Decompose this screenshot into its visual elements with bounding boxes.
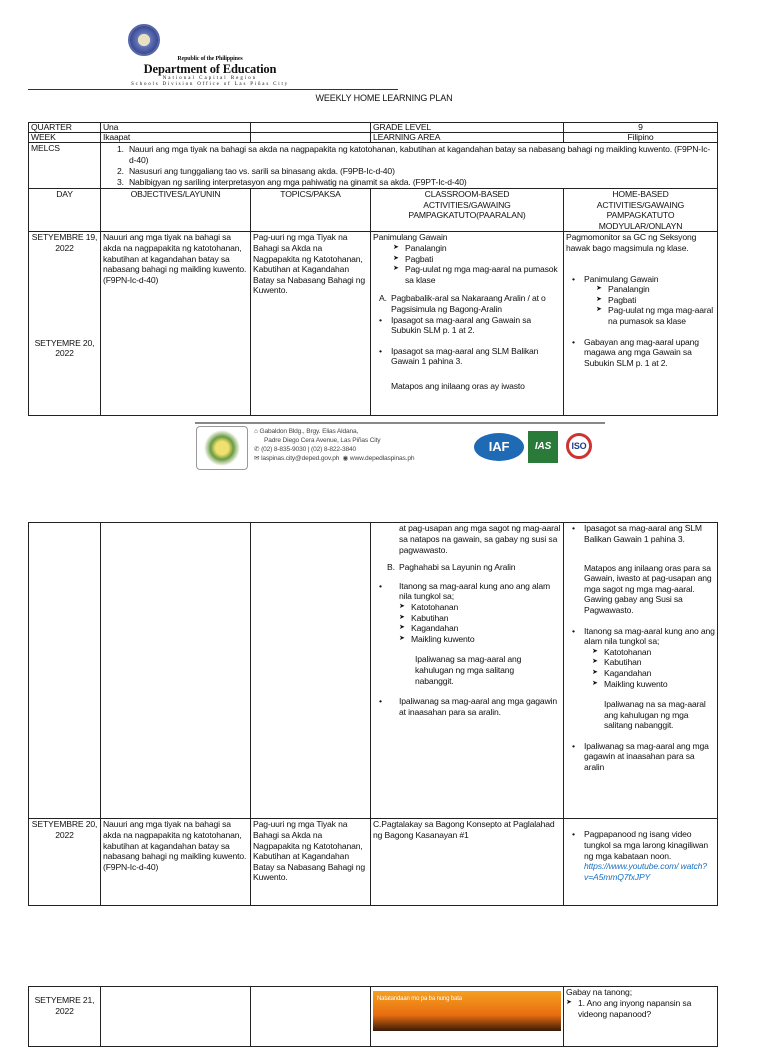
col-objectives: OBJECTIVES/LAYUNIN [101, 189, 251, 232]
division-text: Schools Division Office of Las Piñas City [131, 82, 289, 87]
list-item: • Ipaliwanag sa mag-aaral ang mga gagawin at inaasahan para sa aralin [566, 741, 715, 773]
list-item: • Panimulang Gawain [566, 274, 715, 285]
list-item: • Itanong sa mag-aaral kung ano ang alam nila tungkol sa; [373, 581, 561, 602]
list-item: • Ipasagot sa mag-aaral ang SLM Balikan Gawain 1 pahina 3. [373, 346, 561, 367]
melc-item: 1. Nauuri ang mga tiyak na bahagi sa akda na nagpapakita ng katotohanan, kabutihan at kagandahan batay sa nabasang bahagi ng maikling kuwento. (F9PN-Ic-d-40) [117, 144, 711, 165]
home-text: Matapos ang inilaang oras para sa Gawain, iwasto at pag-usapan ang mga sagot ng mga mag-aaral. Gawing gabay ang Susi sa Pagwawasto. [584, 562, 712, 615]
melc-item: 3. Nabibigyan ng sariling interpretasyon ang mga pahiwatig na ginamit sa akda. (F9PT-Ic-d-40) [117, 177, 467, 187]
home-text: Gabay na tanong; [566, 987, 632, 998]
address-line: Padre Diego Cera Avenue, Las Piñas City [264, 437, 381, 445]
list-item: ➤ Pag-uulat ng mga mag-aaral na pumasok sa klase [393, 264, 561, 285]
division-logo [196, 426, 248, 470]
iaf-logo: IAF [474, 433, 524, 461]
melcs-label: MELCS [29, 143, 101, 189]
footer-bar [195, 422, 605, 470]
class-text: at pag-usapan ang mga sagot ng mag-aaral sa natapos na gawain, sa gabay ng susi sa pagwawasto. [399, 523, 561, 555]
list-item: ➤ Maikling kuwento [399, 634, 561, 645]
republic-text: Republic of the Philippines [177, 56, 243, 62]
section-a: Pagbabalik-aral sa Nakaraang Aralin / at o Pagsisimula ng Bagong-Aralin [391, 293, 546, 314]
website-link[interactable]: www.depedlaspinas.ph [349, 455, 415, 463]
list-item: ➤ Kagandahan [399, 623, 561, 634]
list-item: ➤ Panalangin [393, 243, 561, 254]
home-text: Pagmomonitor sa GC ng Seksyong hawak bago magsimula ng klase. [566, 232, 697, 253]
section-b: Paghahabi sa Layunin ng Aralin [399, 562, 516, 573]
list-item: ➤ Katotohanan [592, 647, 715, 658]
ias-logo: IAS [528, 431, 558, 463]
col-topics: TOPICS/PAKSA [251, 189, 371, 232]
list-item: • Ipasagot sa mag-aaral ang SLM Balikan Gawain 1 pahina 3. [566, 523, 715, 544]
day-date: SETYEMBRE 20, 2022 [29, 819, 101, 906]
region-text: National Capital Region [162, 76, 258, 81]
video-link[interactable]: https://www.youtube.com/ watch?v=A5mmQ7fxJPY [584, 861, 707, 882]
list-item: • Itanong sa mag-aaral kung ano ang alam nila tungkol sa; [566, 626, 715, 647]
plan-table-page2: at pag-usapan ang mga sagot ng mag-aaral sa natapos na gawain, sa gabay ng susi sa pagwawasto. B. Paghahabi sa Layunin ng Aralin • Itanong sa mag-aaral kung ano ang alam nila tungkol sa; ➤ Katotohanan ➤ Kabutihan ➤ Kagandahan ➤ Maikling kuwento Ipaliwanag sa mag-aaral ang kahulugan ng mga salitang nabanggit. • Ipaliwanag sa mag-aaral ang mga gagawin at inaasahan para sa aralin. • Ipasagot sa mag-aaral ang SLM Balikan Gawain 1 pahina 3. Matapos ang inilaang oras para sa Gawain, iwasto at pag-usapan ang mga sagot ng mga mag-aaral. Gawing gabay ang Susi sa Pagwawasto. • Itanong sa mag-aaral kung ano ang alam nila tungkol sa; ➤ Katotohanan ➤ Kabutihan ➤ Kagandahan ➤ Maikling kuwento Ipaliwanag na sa mag-aaral ang kahulugan ng mga salitang nabanggit. • Ipaliwanag sa mag-aaral ang mga gagawin at inaasahan para sa aralin SETYEMBRE 20, 2022 Nauuri ang mga tiyak na bahagi sa akda na nagpapakita ng katotohanan, kabutihan at kagandahan batay sa nabasang bahagi ng maikling kuwento. (F9PN-Ic-d-40) Pag-uuri ng mga Tiyak na Bahagi sa Akda na Nagpapakita ng Katotohanan, Kabutihan at Kagandahan Batay sa Nabasang Bahagi ng Kuwento. C.Pagtalakay sa Bagong Konsepto at Paglalahad ng Bagong Kasanayan #1 • Pagpapanood ng isang video tungkol sa mga larong kinagiliwan ng mga kabataan noon. https://www.youtube.com/ watch?v=A5mmQ7fxJPY [28, 522, 718, 906]
list-item: ➤ Panalangin [596, 284, 715, 295]
objective-text: Nauuri ang mga tiyak na bahagi sa akda na nagpapakita ng katotohanan, kabutihan at kagandahan batay sa nabasang bahagi ng maikling kuwento. (F9PN-Ic-d-40) [101, 819, 251, 906]
section-heading: Panimulang Gawain [373, 232, 448, 243]
note-text: Matapos ang inilaang oras ay iwasto [391, 380, 525, 391]
area-value: Filipino [564, 133, 718, 143]
grade-value: 9 [564, 123, 718, 133]
list-item: ➤ Kagandahan [592, 668, 715, 679]
col-home: HOME-BASED ACTIVITIES/GAWAING PAMPAGKATUTO MODYULAR/ONLAYN [564, 189, 718, 232]
address-line: Gabaldon Bldg., Brgy. Elias Aldana, [259, 428, 359, 436]
list-item: • Gabayan ang mag-aaral upang magawa ang mga Gawain sa Subukin SLM p. 1 at 2. [566, 337, 715, 369]
image-caption: Natatandaan mo pa ba nung bata [377, 996, 462, 1003]
quarter-value: Una [101, 123, 251, 133]
list-item: ➤ Kabutihan [592, 657, 715, 668]
deped-seal [128, 24, 160, 56]
list-item: ➤ Katotohanan [399, 602, 561, 613]
header-rule [28, 89, 398, 90]
topic-text: Pag-uuri ng mga Tiyak na Bahagi sa Akda na Nagpapakita ng Katotohanan, Kabutihan at Kagandahan Batay sa Nabasang Bahagi ng Kuwento. [251, 232, 371, 416]
objective-text: Nauuri ang mga tiyak na bahagi sa akda na nagpapakita ng katotohanan, kabutihan at kagandahan batay sa nabasang bahagi ng maikling kuwento. (F9PN-Ic-d-40) [101, 232, 251, 416]
day-date: SETYEMBRE 19, 2022 [31, 232, 98, 253]
list-item: • Ipasagot sa mag-aaral ang Gawain sa Subukin SLM p. 1 at 2. [373, 315, 561, 336]
video-thumbnail [373, 991, 561, 1031]
document-body [0, 122, 768, 1047]
plan-table-page1: QUARTER Una GRADE LEVEL 9 WEEK Ikaapat LEARNING AREA Filipino MELCS 1. Nauuri ang mga tiyak na bahagi sa akda na nagpapakita ng katotohanan, kabutihan at kagandahan batay sa nabasang bahagi ng maikling kuwento. (F9PN-Ic-d-40) 2. Nasusuri ang tunggaliang tao vs. sarili sa binasang akda. (F9PB-Ic-d-40) 3. Nabibigyan ng sariling interpretasyon ang mga pahiwatig na ginamit sa akda. (F9PT-Ic-d-40) DAY OBJECTIVES/LAYUNIN TOPICS/PAKSA CLASSROOM-BASED ACTIVITIES/GAWAING PAMPAGKATUTO(PAARALAN) HOME-BASED ACTIVITIES/GAWAING PAMPAGKATUTO MODYULAR/ONLAYN SETYEMBRE 19, 2022 SETYEMRE 20, 2022 Nauuri ang mga tiyak na bahagi sa akda na nagpapakita ng katotohanan, kabutihan at kagandahan batay sa nabasang bahagi ng maikling kuwento. (F9PN-Ic-d-40) Pag-uuri ng mga Tiyak na Bahagi sa Akda na Nagpapakita ng Katotohanan, Kabutihan at Kagandahan Batay sa Nabasang Bahagi ng Kuwento. Panimulang Gawain ➤ Panalangin ➤ Pagbati ➤ Pag-uulat ng mga mag-aaral na pumasok sa klase A. Pagbabalik-aral sa Nakaraang Aralin / at o Pagsisimula ng Bagong-Aralin • Ipasagot sa mag-aaral ang Gawain sa Subukin SLM p. 1 at 2. • Ipasagot sa mag-aaral ang SLM Balikan Gawain 1 pahina 3. Matapos ang inilaang oras ay iwasto Pagmomonitor sa GC ng Seksyong hawak bago magsimula ng klase. • Panimulang Gawain ➤ Panalangin ➤ Pagbati ➤ Pag-uulat ng mga mag-aaral na pumasok sa klase • Gabayan ang mag-aaral upang magawa ang mga Gawain sa Subukin SLM p. 1 at 2. [28, 122, 718, 416]
department-text: Department of Education [143, 62, 277, 76]
area-label: LEARNING AREA [371, 133, 564, 143]
list-item: ➤ Maikling kuwento [592, 679, 715, 690]
grade-label: GRADE LEVEL [371, 123, 564, 133]
melc-item: 2. Nasusuri ang tunggaliang tao vs. sarili sa binasang akda. (F9PB-Ic-d-40) [117, 166, 395, 176]
day-date: SETYEMRE 20, 2022 [34, 337, 95, 359]
week-label: WEEK [29, 133, 101, 143]
class-text: Ipaliwanag sa mag-aaral ang kahulugan ng mga salitang nabanggit. [415, 654, 522, 686]
list-item: ➤ Kabutihan [399, 613, 561, 624]
list-item: ➤ 1. Ano ang inyong napansin sa videong napanood? [566, 998, 715, 1019]
list-item: ➤ Pag-uulat ng mga mag-aaral na pumasok sa klase [596, 305, 715, 326]
home-text: Ipaliwanag na sa mag-aaral ang kahulugan ng mga salitang nabanggit. [604, 699, 706, 731]
email-link[interactable]: laspinas.city@deped.gov.ph [261, 455, 340, 463]
col-classroom: CLASSROOM-BASED ACTIVITIES/GAWAING PAMPAGKATUTO(PAARALAN) [371, 189, 564, 232]
plan-table-page3 [28, 986, 718, 1047]
day-date: SETYEMRE 21, 2022 [29, 987, 101, 1047]
home-text: Pagpapanood ng isang video tungkol sa mga larong kinagiliwan ng mga kabataan noon. [584, 829, 709, 861]
list-item: ➤ Pagbati [393, 254, 561, 265]
list-item: ➤ Pagbati [596, 295, 715, 306]
iso-logo: ISO [566, 433, 592, 459]
class-text: C.Pagtalakay sa Bagong Konsepto at Paglalahad ng Bagong Kasanayan #1 [371, 819, 564, 906]
col-day: DAY [29, 189, 101, 232]
phone-text: (02) 8-835-9030 | (02) 8-822-3840 [261, 446, 357, 454]
list-item: • Ipaliwanag sa mag-aaral ang mga gagawin at inaasahan para sa aralin. [373, 696, 561, 717]
quarter-label: QUARTER [29, 123, 101, 133]
footer-contact: ⌂ Gabaldon Bldg., Brgy. Elias Aldana, Padre Diego Cera Avenue, Las Piñas City ✆ (02) 8-835-9030 | (02) 8-822-3840 ✉ laspinas.city@deped.gov.ph ◉ www.depedlaspinas.ph [254, 427, 469, 463]
week-value: Ikaapat [101, 133, 251, 143]
page-title: WEEKLY HOME LEARNING PLAN [315, 93, 453, 103]
topic-text: Pag-uuri ng mga Tiyak na Bahagi sa Akda na Nagpapakita ng Katotohanan, Kabutihan at Kagandahan Batay sa Nabasang Bahagi ng Kuwento. [251, 819, 371, 906]
